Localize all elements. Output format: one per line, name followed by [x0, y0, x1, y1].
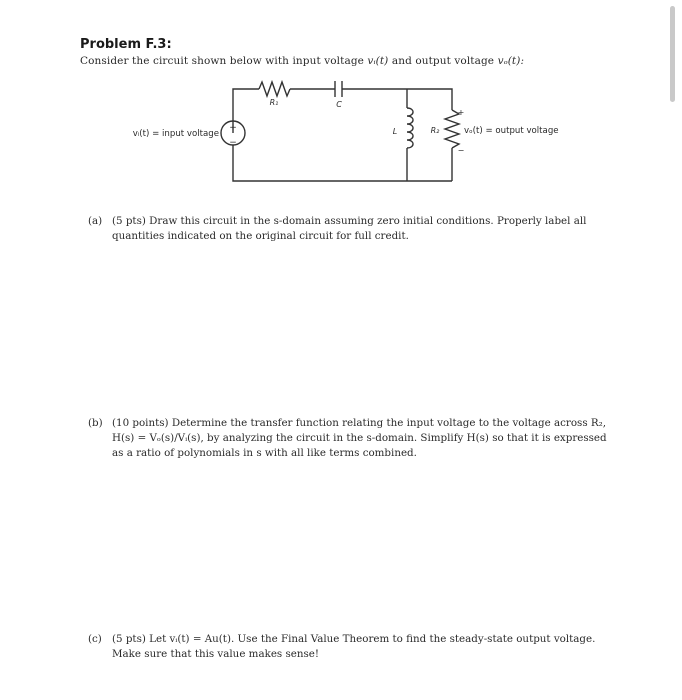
- part-b-label: (b): [88, 417, 103, 429]
- r2-label: R₂: [430, 126, 440, 135]
- problem-intro: [80, 55, 524, 67]
- c-label: C: [336, 100, 342, 109]
- intro-prefix: Consider the circuit shown below with input voltage: [80, 55, 364, 67]
- source-plus: +: [229, 123, 237, 133]
- capacitor-c: [335, 81, 342, 97]
- wire-bottom: [233, 145, 452, 181]
- intro-vo: vₒ(t):: [497, 55, 525, 67]
- part-a: [88, 214, 606, 244]
- part-b-text: (10 points) Determine the transfer function relating the input voltage to the voltage across R₂, H(s) = Vₒ(s)/Vᵢ(s), by analyzing the circuit in the s-domain. Simplify H(s) so that it is expressed as a ratio of polynomials in s with all like terms combined.: [112, 417, 607, 459]
- part-b: [88, 416, 608, 461]
- wire-top-right: [342, 89, 452, 110]
- part-c: [88, 632, 608, 662]
- inductor-l: [407, 108, 413, 148]
- output-plus: +: [457, 108, 465, 117]
- l-label: L: [392, 127, 398, 136]
- intro-vi: vᵢ(t): [367, 55, 389, 67]
- problem-title: Problem F.3:: [80, 37, 172, 52]
- part-a-label: (a): [88, 215, 103, 227]
- output-minus: −: [457, 146, 465, 155]
- part-c-label: (c): [88, 633, 102, 645]
- resistor-r1: [259, 82, 290, 96]
- intro-mid: and output voltage: [391, 55, 495, 67]
- wire-top-left: [233, 89, 259, 133]
- source-minus: −: [229, 138, 237, 148]
- circuit-diagram: [130, 72, 570, 190]
- part-c-text: (5 pts) Let vᵢ(t) = Au(t). Use the Final Value Theorem to find the steady-state output voltage. Make sure that this value makes sense!: [112, 633, 596, 660]
- r1-label: R₁: [269, 98, 279, 107]
- scrollbar[interactable]: [670, 6, 675, 102]
- input-voltage-label: vᵢ(t) = input voltage: [132, 129, 219, 139]
- output-voltage-label: vₒ(t) = output voltage: [464, 126, 559, 136]
- part-a-text: (5 pts) Draw this circuit in the s-domain assuming zero initial conditions. Properly label all quantities indicated on the original circuit for full credit.: [112, 215, 587, 242]
